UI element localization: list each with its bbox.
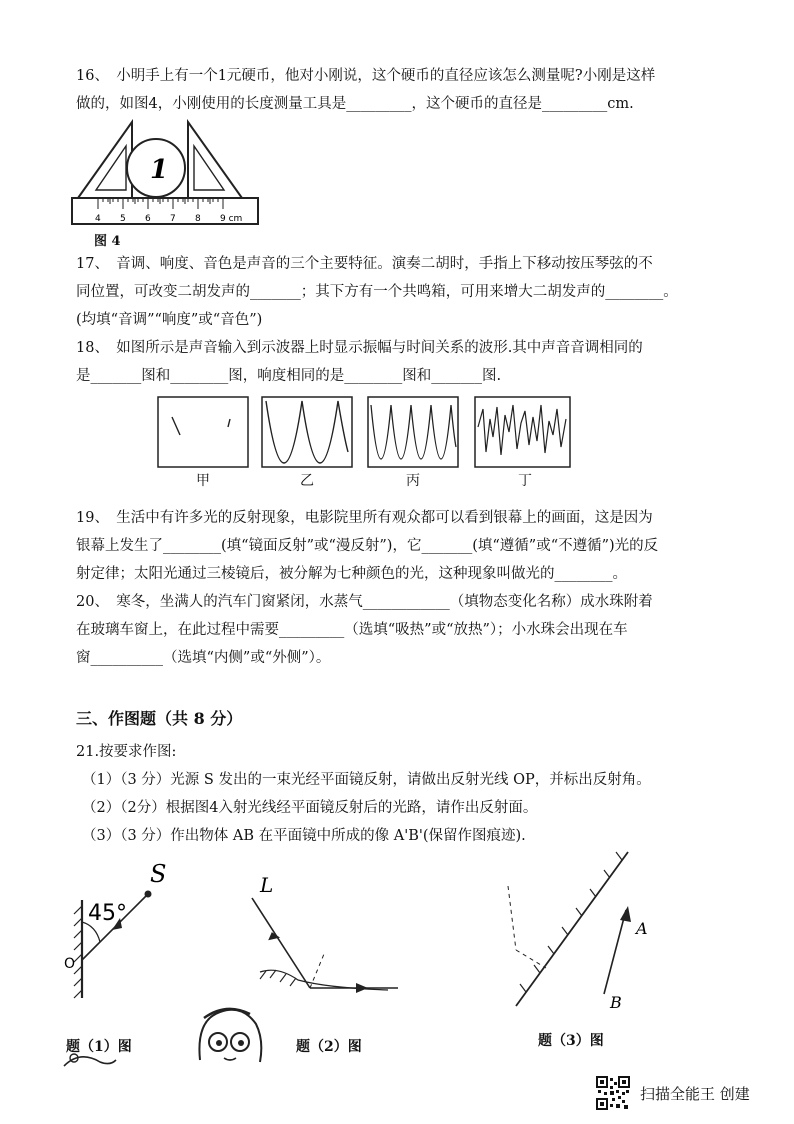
fig2-caption: 题（2）图 [296,1039,362,1055]
doodle-left-drawing [60,1040,120,1070]
ruler-tick-label: 6 [145,214,151,224]
q21-item-2: （2）（2分）根据图4入射光线经平面镜反射后的光路，请作出反射面。 [82,800,538,816]
q17-line2: 同位置，可改变二胡发声的_______；其下方有一个共鸣箱，可用来增大二胡发声的________。 [76,284,678,300]
scanner-watermark [596,1074,786,1112]
source-s-label: S [150,860,167,888]
wave-label-bing: 丙 [406,473,420,489]
q16-line2: 做的，如图4，小刚使用的长度测量工具是_________，这个硬币的直径是_________cm. [76,96,634,112]
q19-line3: 射定律；太阳光通过三棱镜后，被分解为七种颜色的光，这种现象叫做光的________。 [76,566,627,582]
waveform-yi [262,397,352,467]
figure-4-label: 图 4 [94,234,121,249]
q20-line1: 20、 寒冬，坐满人的汽车门窗紧闭，水蒸气____________（填物态变化名称）成水珠附着 [76,594,653,610]
section-3-title: 三、作图题（共 8 分） [76,709,243,728]
q18-line2: 是_______图和________图，响度相同的是________图和_______图. [76,368,502,384]
wave-label-yi: 乙 [300,473,314,489]
q19-line2: 银幕上发生了________(填“镜面反射”或“漫反射”)，它_______(填“遵循”或“不遵循”)光的反 [76,538,659,554]
q17-line1: 17、 音调、响度、音色是声音的三个主要特征。演奏二胡时，手指上下移动按压琴弦的不 [76,256,653,272]
figure-q1-mirror [60,860,180,1000]
q20-line3: 窗__________（选填“内侧”或“外侧”）。 [76,650,331,666]
qr-code-icon [596,1076,630,1110]
angle-label: 45° [88,901,127,926]
waveform-bing [368,397,458,467]
point-b-label: B [610,993,622,1012]
doodle-face-drawing [190,1000,270,1066]
waveform-jia [158,397,248,467]
question-18 [76,334,716,390]
ray-l-label: L [260,873,274,897]
ruler-tick-label: 9 cm [220,214,243,224]
q21-title: 21.按要求作图: [76,744,177,760]
question-16 [76,62,716,118]
question-19 [76,504,716,588]
ruler-tick-label: 8 [195,214,201,224]
waveform-ding [475,397,570,467]
figure-q2-rays [238,868,408,988]
coin-label: 1 [150,155,169,185]
question-17 [76,250,716,334]
figure-q3-mirror [486,838,666,1018]
q19-line1: 19、 生活中有许多光的反射现象，电影院里所有观众都可以看到银幕上的画面，这是因为 [76,510,653,526]
ruler-tick-label: 5 [120,214,126,224]
q21-item-1: （1）（3 分）光源 S 发出的一束光经平面镜反射，请做出反射光线 OP，并标出反射角。 [82,772,651,788]
figure-4-ruler [70,118,270,230]
fig3-caption: 题（3）图 [538,1033,604,1049]
point-o-label: O [64,956,76,972]
ruler-tick-label: 7 [170,214,176,224]
wave-label-ding: 丁 [518,473,532,489]
q18-line1: 18、 如图所示是声音输入到示波器上时显示振幅与时间关系的波形.其中声音音调相同的 [76,340,643,356]
q17-line3: (均填“音调”“响度”或“音色”) [76,312,263,328]
fig1-caption: 题（1）图 [66,1039,132,1055]
question-20 [76,588,716,672]
q16-line1: 16、 小明手上有一个1元硬币，他对小刚说，这个硬币的直径应该怎么测量呢?小刚是这样 [76,68,656,84]
point-a-label: A [636,919,648,938]
wave-label-jia: 甲 [196,473,210,489]
q21-item-3: （3）（3 分）作出物体 AB 在平面镜中所成的像 A'B'(保留作图痕迹). [82,828,526,844]
scanner-watermark-text: 扫描全能王 创建 [640,1085,750,1103]
ruler-tick-label: 4 [95,214,101,224]
q20-line2: 在玻璃车窗上，在此过程中需要_________（选填“吸热”或“放热”）；小水珠会出现在车 [76,622,628,638]
